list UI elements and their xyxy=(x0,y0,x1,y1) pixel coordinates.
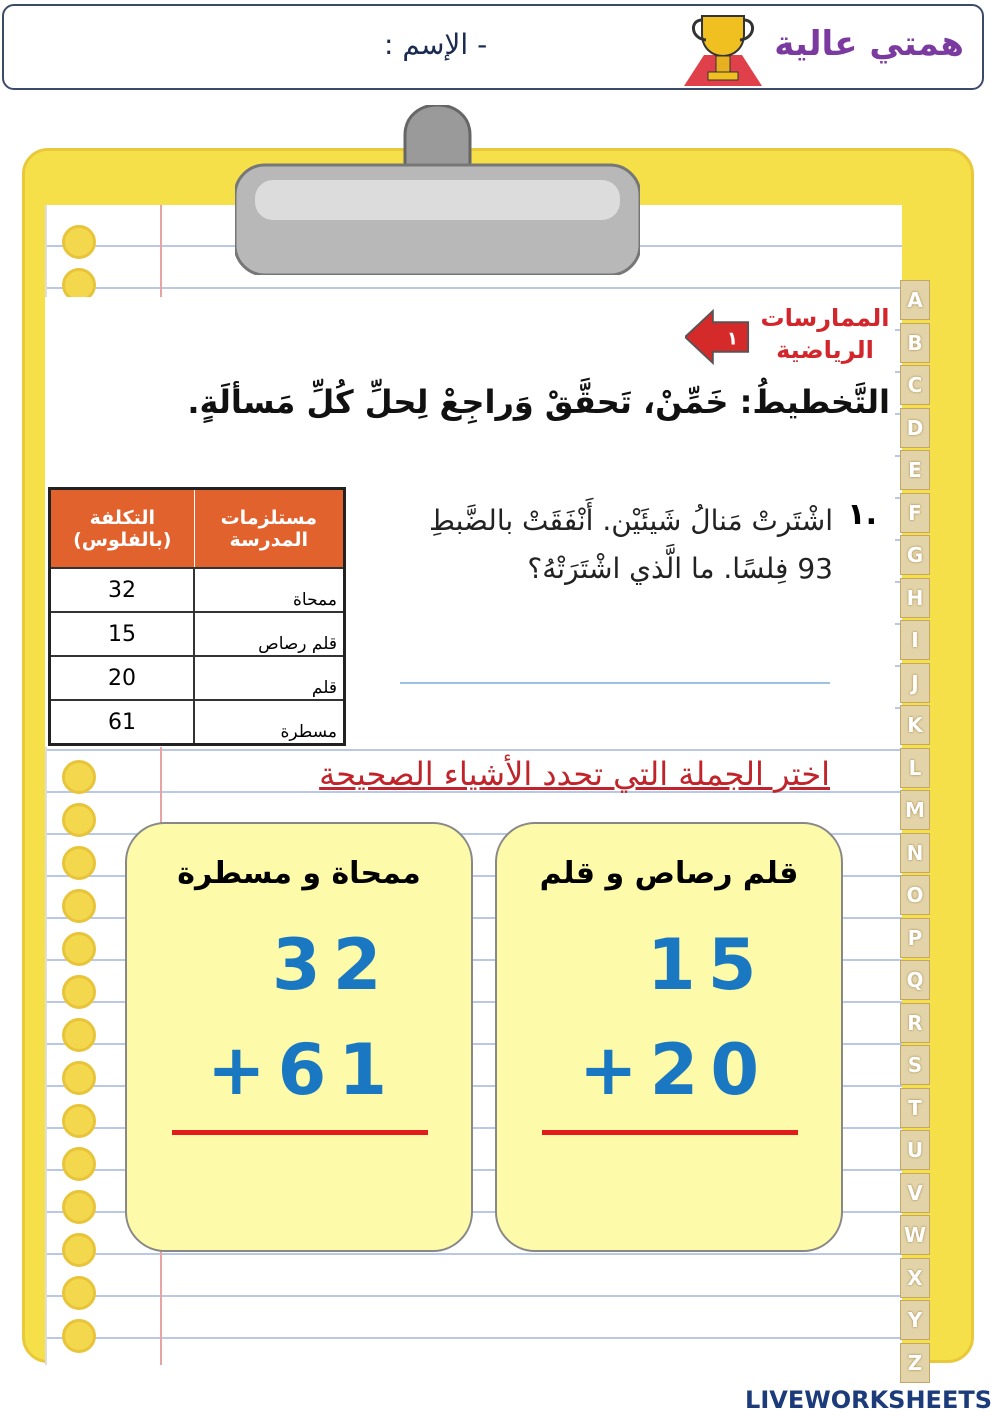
tab-letter-d: D xyxy=(900,408,930,448)
name-field-label: - الإسم : xyxy=(384,28,488,61)
cost-cell: 61 xyxy=(50,700,195,745)
addend-top: 15 xyxy=(647,924,769,1006)
tab-letter-b: B xyxy=(900,323,930,363)
tab-letter-c: C xyxy=(900,365,930,405)
tab-letter-o: O xyxy=(900,875,930,915)
column-header-item: مستلزمات المدرسة xyxy=(194,489,344,569)
tab-letter-s: S xyxy=(900,1045,930,1085)
tab-letter-f: F xyxy=(900,493,930,533)
table-row xyxy=(50,612,345,656)
addend-bottom: +61 xyxy=(207,1029,400,1111)
clipboard-clip xyxy=(235,105,640,275)
cost-cell: 32 xyxy=(50,568,195,612)
tab-letter-z: Z xyxy=(900,1343,930,1383)
brand-title: همتي عالية xyxy=(774,24,964,64)
item-cell: قلم xyxy=(194,656,344,700)
item-cell: مسطرة xyxy=(194,700,344,745)
instruction: اختر الجملة التي تحدد الأشياء الصحيحة xyxy=(319,755,830,793)
tab-letter-t: T xyxy=(900,1088,930,1128)
practice-label: الممارسات الرياضية xyxy=(760,304,890,364)
price-table xyxy=(48,487,346,746)
tab-letter-r: R xyxy=(900,1003,930,1043)
option-title: قلم رصاص و قلم xyxy=(539,856,799,891)
badge-number: ١ xyxy=(726,328,739,350)
tab-letter-e: E xyxy=(900,450,930,490)
item-cell: قلم رصاص xyxy=(194,612,344,656)
alphabet-tabs xyxy=(900,280,932,1385)
tab-letter-y: Y xyxy=(900,1300,930,1340)
column-header-cost: التكلفة (بالفلوس) xyxy=(50,489,195,569)
question-number: ١. xyxy=(847,497,877,532)
sum-line xyxy=(172,1130,428,1135)
tab-letter-l: L xyxy=(900,748,930,788)
tab-letter-g: G xyxy=(900,535,930,575)
table-row xyxy=(50,656,345,700)
addend-bottom: +20 xyxy=(579,1029,772,1111)
tab-letter-x: X xyxy=(900,1258,930,1298)
cost-cell: 15 xyxy=(50,612,195,656)
tab-letter-v: V xyxy=(900,1173,930,1213)
liveworksheets-logo: LIVEWORKSHEETS xyxy=(745,1386,992,1414)
tab-letter-w: W xyxy=(900,1215,930,1255)
option-title: ممحاة و مسطرة xyxy=(177,856,421,891)
cost-cell: 20 xyxy=(50,656,195,700)
answer-option-eraser-and-ruler[interactable] xyxy=(125,822,473,1252)
item-cell: ممحاة xyxy=(194,568,344,612)
tab-letter-m: M xyxy=(900,790,930,830)
tab-letter-j: J xyxy=(900,663,930,703)
tab-letter-k: K xyxy=(900,705,930,745)
addend-top: 32 xyxy=(272,924,394,1006)
tab-letter-i: I xyxy=(900,620,930,660)
tab-letter-q: Q xyxy=(900,960,930,1000)
strategy-heading: التَّخطيطُ: خَمِّنْ، تَحقَّقْ وَراجِعْ لِحلِّ كُلِّ مَسألَةٍ. xyxy=(187,383,890,421)
sum-line xyxy=(542,1130,798,1135)
table-row xyxy=(50,568,345,612)
table-row xyxy=(50,700,345,745)
answer-option-pencil-and-pen[interactable] xyxy=(495,822,843,1252)
question-text: اشْتَرتْ مَنالُ شَيئَيْن. أَنْفَقَتْ بالضَّبطِ 93 فِلسًا. ما الَّذي اشْتَرَتْهُ؟ xyxy=(428,504,833,585)
trophy-icon xyxy=(684,10,762,86)
tab-letter-p: P xyxy=(900,918,930,958)
textbook-excerpt xyxy=(45,297,895,747)
tab-letter-u: U xyxy=(900,1130,930,1170)
tab-letter-a: A xyxy=(900,280,930,320)
arrow-badge-icon xyxy=(685,309,750,365)
tab-letter-n: N xyxy=(900,833,930,873)
answer-line xyxy=(400,682,830,684)
header-bar xyxy=(2,4,984,90)
tab-letter-h: H xyxy=(900,578,930,618)
